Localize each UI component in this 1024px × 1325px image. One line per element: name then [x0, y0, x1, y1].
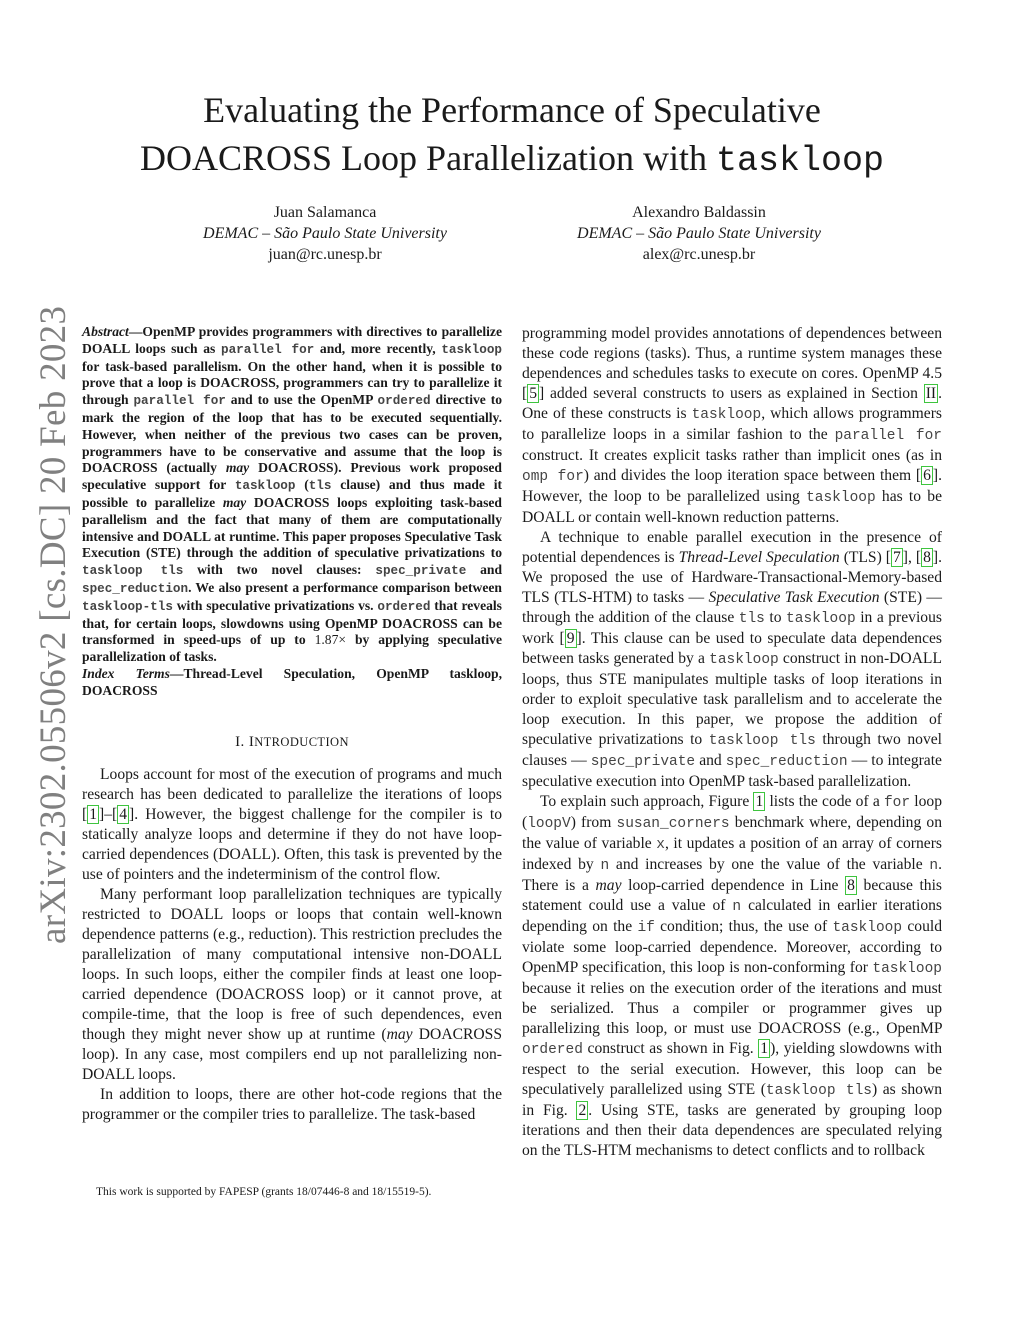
author-email[interactable]: alex@rc.unesp.br: [642, 246, 756, 263]
left-column: [82, 324, 502, 1125]
citation-link[interactable]: 5: [529, 385, 537, 402]
line-link[interactable]: 8: [847, 877, 855, 894]
index-terms: Index Terms—Thread-Level Speculation, OpenMP taskloop, DOACROSS: [82, 665, 502, 698]
right-paragraph-1: programming model provides annotations of dependences between these code regions (tasks). Thus, a runtime system manages these dependences and schedules tasks to execute on cores. OpenMP 4.5 [ 5 ] added several constructs to users as explained in Section II . One of these constructs is taskloop, which allows programmers to parallelize loops in a similar fashion to the parallel for construct. It creates explicit tasks rather than implicit ones (as in omp for) and divides the loop iteration space between them [ 6 ]. However, the loop to be parallelized using taskloop has to be DOALL or contain well-known reduction patterns.: [522, 325, 943, 526]
title-line-1: Evaluating the Performance of Speculative: [203, 90, 821, 130]
arxiv-identifier: arXiv:2302.05506v2 [cs.DC] 20 Feb 2023: [33, 305, 74, 944]
author-block-1: [145, 202, 505, 265]
citation-link[interactable]: 4: [119, 805, 127, 823]
author-affiliation: DEMAC – São Paulo State University: [577, 225, 821, 242]
author-email[interactable]: juan@rc.unesp.br: [268, 246, 382, 263]
section-heading: I. INTRODUCTION: [235, 733, 349, 750]
author-name: Alexandro Baldassin: [632, 204, 766, 221]
intro-paragraph-1: Loops account for most of the execution of programs and much research has been dedicated to parallelize the iterations of loops [ 1 ]–[ 4 ]. However, the biggest challenge for the compiler is to statically analyze loops and determine if they do not have loop-carried dependences (DOALL). Often, this task is prevented by the use of pointers and the indeterminism of the control flow.: [82, 765, 502, 883]
citation-link[interactable]: 9: [566, 630, 575, 647]
figure-link[interactable]: 1: [760, 1040, 769, 1057]
author-affiliation: DEMAC – São Paulo State University: [203, 225, 447, 242]
figure-link[interactable]: 2: [578, 1102, 587, 1119]
figure-link[interactable]: 1: [755, 793, 764, 810]
author-block-2: [519, 202, 879, 265]
citation-link[interactable]: 8: [923, 549, 931, 566]
right-paragraph-3: To explain such approach, Figure 1 lists the code of a for loop (loopV) from susan_corners benchmark where, depending on the value of variable x, it updates a position of an array of corners indexed by n and increases by one the value of the variable n. There is a may loop-carried dependence in Line 8 because this statement could use a value of n calculated in earlier iterations depending on the if condition; thus, the use of taskloop could violate some loop-carried dependence. Moreover, according to OpenMP specification, this loop is non-conforming for taskloop because it relies on the execution order of the iterations and must be serialized. Thus a compiler or programmer gives up parallelizing this loop, or must use DOACROSS (e.g., OpenMP ordered construct as shown in Fig. 1 ), yielding slowdowns with respect to the serial execution. However, this loop can be speculatively parallelized using STE (taskloop tls) as shown in Fig. 2 . Using STE, tasks are generated by grouping loop iterations and then their data dependences are speculated relying on the TLS-HTM mechanisms to detect conflicts and to rollback: [522, 793, 943, 1159]
citation-link[interactable]: 6: [923, 467, 931, 484]
right-column: [522, 324, 942, 1161]
right-paragraph-2: A technique to enable parallel execution in the presence of potential dependences is Thread-Level Speculation (TLS) [ 7 ], [ 8 ]. We proposed the use of Hardware-Transactional-Memory-based TLS (TLS-HTM) to tasks — Speculative Task Execution (STE) — through the addition of the clause tls to taskloop in a previous work [ 9 ]. This clause can be used to speculate data dependences between tasks generated by a taskloop construct in non-DOALL loops, thus STE manipulates multiple tasks of loop iterations in order to exploit speculative task parallelism and to accelerate the loop execution. In this paper, we propose the addition of speculative privatizations to taskloop tls through two novel clauses — spec_private and spec_reduction — to integrate speculative execution into OpenMP task-based parallelization.: [522, 529, 943, 790]
citation-link[interactable]: 1: [89, 805, 97, 823]
intro-paragraph-3: In addition to loops, there are other hot-code regions that the programmer or the compiler tries to parallelize. The task-based: [82, 1085, 502, 1123]
title-line-2: DOACROSS Loop Parallelization with taskloop: [140, 138, 884, 181]
footnote: This work is supported by FAPESP (grants 18/07446-8 and 18/15519-5).: [96, 1186, 432, 1198]
section-link[interactable]: II: [925, 385, 937, 402]
author-name: Juan Salamanca: [273, 204, 377, 221]
citation-link[interactable]: 7: [893, 549, 901, 566]
intro-paragraph-2: Many performant loop parallelization techniques are typically restricted to DOALL loops or loops that contain well-known dependence patterns (e.g., reduction). This restriction precludes the parallelization of many computational intensive non-DOALL loops. In such loops, either the compiler finds at least one loop-carried dependence (DOACROSS loop) or it cannot prove, at compile-time, that the loop is free of such dependences, even though they might never show up at runtime (may DOACROSS loop). In any case, most compilers end up not parallelizing non-DOALL loops.: [82, 885, 502, 1083]
abstract: Abstract—OpenMP provides programmers with directives to parallelize DOALL loops such as parallel for and, more recently, taskloop for task-based parallelism. On the other hand, when it is possible to prove that a loop is DOACROSS, programmers can try to parallelize it through parallel for and to use the OpenMP ordered directive to mark the region of the loop that has to be executed sequentially. However, when neither of the previous two cases can be proven, programmers have to be conservative and assume that the loop is DOACROSS (actually may DOACROSS). Previous work proposed speculative support for taskloop (tls clause) and thus made it possible to parallelize may DOACROSS loops exploiting task-based parallelism and the fact that many of them are computationally intensive and DOALL at runtime. This paper proposes Speculative Task Execution (STE) through the addition of speculative privatizations to taskloop tls with two novel clauses: spec_private and spec_reduction. We also present a performance comparison between taskloop-tls with speculative privatizations vs. ordered that reveals that, for certain loops, slowdowns using OpenMP DOACROSS can be transformed in speed-ups of up to 1.87× by applying speculative parallelization of tasks.: [82, 324, 503, 665]
paper-title: [0, 86, 1024, 185]
